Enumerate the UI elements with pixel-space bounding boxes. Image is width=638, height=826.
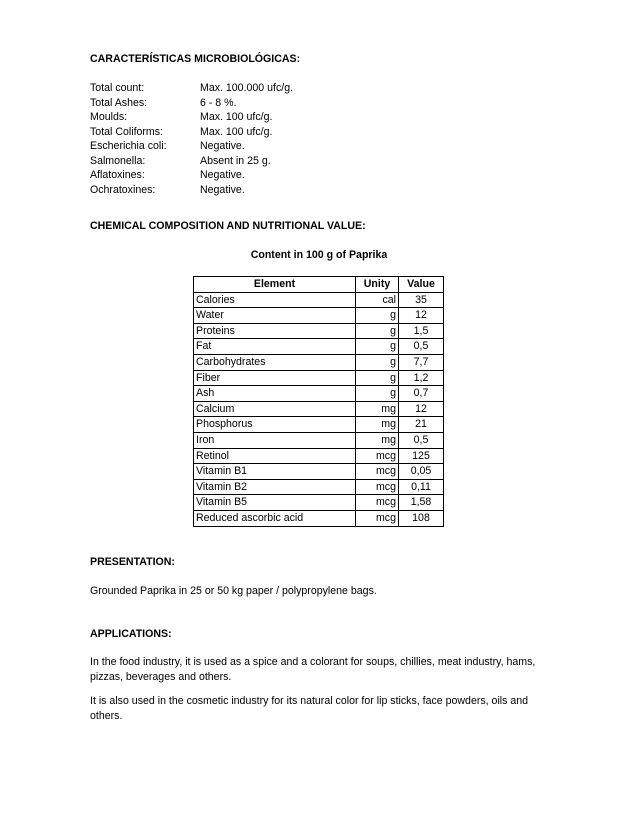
microbiology-list — [90, 81, 293, 197]
micro-value: 6 - 8 %. — [200, 96, 237, 109]
cell-value: 0,7 — [399, 386, 444, 402]
applications-heading: APPLICATIONS: — [90, 628, 172, 640]
micro-row-total-coliforms — [90, 125, 293, 140]
cell-value: 125 — [399, 448, 444, 464]
cell-value: 1,58 — [399, 495, 444, 511]
micro-row-total-ashes — [90, 96, 293, 111]
cell-element: Calories — [194, 292, 356, 308]
micro-value: Max. 100 ufc/g. — [200, 111, 273, 123]
micro-label: Total Ashes: — [90, 96, 148, 109]
cell-value: 21 — [399, 417, 444, 433]
cell-value: 12 — [399, 401, 444, 417]
cell-unity: mg — [356, 417, 399, 433]
cell-unity: g — [356, 323, 399, 339]
cell-unity: mcg — [356, 479, 399, 495]
table-header-row — [194, 277, 444, 293]
cell-element: Vitamin B1 — [194, 464, 356, 480]
micro-value: Negative. — [200, 169, 245, 181]
column-header-unity: Unity — [356, 277, 399, 293]
cell-element: Vitamin B2 — [194, 479, 356, 495]
cell-element: Carbohydrates — [194, 354, 356, 370]
cell-element: Ash — [194, 386, 356, 402]
micro-row-escherichia-coli — [90, 139, 293, 154]
micro-label: Salmonella: — [90, 154, 146, 167]
cell-unity: mcg — [356, 510, 399, 526]
cell-unity: g — [356, 339, 399, 355]
cell-unity: g — [356, 354, 399, 370]
cell-unity: mg — [356, 401, 399, 417]
micro-label: Moulds: — [90, 111, 128, 123]
nutrition-table — [193, 276, 444, 527]
cell-element: Fiber — [194, 370, 356, 386]
micro-row-moulds — [90, 110, 293, 125]
column-header-value: Value — [399, 277, 444, 293]
cell-element: Water — [194, 308, 356, 324]
cell-element: Phosphorus — [194, 417, 356, 433]
micro-label: Aflatoxines: — [90, 169, 145, 181]
table-row — [194, 401, 444, 417]
table-row — [194, 464, 444, 480]
cell-value: 12 — [399, 308, 444, 324]
table-row — [194, 495, 444, 511]
cell-element: Retinol — [194, 448, 356, 464]
table-row — [194, 308, 444, 324]
microbiology-heading: CARACTERÍSTICAS MICROBIOLÓGICAS: — [90, 53, 301, 65]
micro-label: Ochratoxines: — [90, 183, 156, 196]
cell-value: 35 — [399, 292, 444, 308]
applications-paragraph-food: In the food industry, it is used as a spice and a colorant for soups, chillies, meat industry, hams, pizzas, beverages and others. — [90, 656, 536, 683]
micro-row-salmonella — [90, 154, 293, 169]
cell-element: Calcium — [194, 401, 356, 417]
cell-value: 1,5 — [399, 323, 444, 339]
cell-element: Iron — [194, 432, 356, 448]
micro-value: Max. 100.000 ufc/g. — [200, 82, 294, 94]
cell-element: Reduced ascorbic acid — [194, 510, 356, 526]
cell-value: 0,5 — [399, 339, 444, 355]
table-title: Content in 100 g of Paprika — [250, 249, 388, 261]
cell-element: Fat — [194, 339, 356, 355]
cell-value: 0,11 — [399, 479, 444, 495]
cell-unity: mcg — [356, 464, 399, 480]
table-row — [194, 417, 444, 433]
cell-unity: cal — [356, 292, 399, 308]
cell-unity: g — [356, 370, 399, 386]
table-row — [194, 448, 444, 464]
micro-row-ochratoxines — [90, 183, 293, 198]
table-row — [194, 354, 444, 370]
column-header-element: Element — [194, 277, 356, 293]
cell-element: Vitamin B5 — [194, 495, 356, 511]
micro-row-aflatoxines — [90, 168, 293, 183]
micro-value: Negative. — [200, 183, 245, 196]
table-row — [194, 386, 444, 402]
cell-unity: g — [356, 308, 399, 324]
cell-element: Proteins — [194, 323, 356, 339]
micro-value: Max. 100 ufc/g. — [200, 125, 273, 138]
presentation-text: Grounded Paprika in 25 or 50 kg paper / polypropylene bags. — [90, 585, 377, 597]
micro-row-total-count — [90, 81, 293, 96]
micro-value: Negative. — [200, 140, 245, 152]
table-row — [194, 292, 444, 308]
cell-unity: mcg — [356, 495, 399, 511]
chemical-heading: CHEMICAL COMPOSITION AND NUTRITIONAL VALUE: — [90, 220, 366, 232]
cell-unity: g — [356, 386, 399, 402]
cell-value: 0,5 — [399, 432, 444, 448]
cell-value: 108 — [399, 510, 444, 526]
table-row — [194, 432, 444, 448]
applications-paragraph-cosmetic: It is also used in the cosmetic industry for its natural color for lip sticks, face powders, oils and others. — [90, 695, 529, 722]
cell-unity: mcg — [356, 448, 399, 464]
table-row — [194, 323, 444, 339]
micro-label: Total Coliforms: — [90, 125, 163, 138]
cell-value: 1,2 — [399, 370, 444, 386]
cell-value: 7,7 — [399, 354, 444, 370]
cell-unity: mg — [356, 432, 399, 448]
table-row — [194, 510, 444, 526]
micro-label: Total count: — [90, 82, 145, 94]
presentation-heading: PRESENTATION: — [90, 556, 175, 568]
micro-value: Absent in 25 g. — [200, 154, 271, 167]
micro-label: Escherichia coli: — [90, 140, 167, 152]
table-row — [194, 370, 444, 386]
cell-value: 0,05 — [399, 464, 444, 480]
table-row — [194, 479, 444, 495]
table-row — [194, 339, 444, 355]
